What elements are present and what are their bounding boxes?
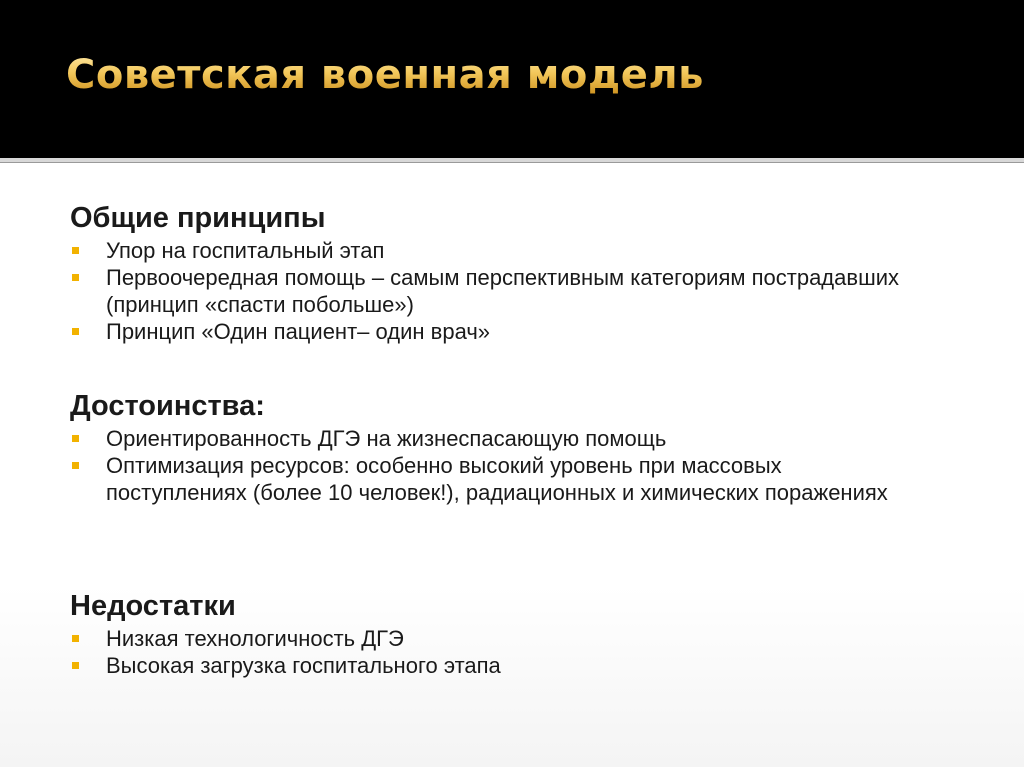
list-item — [70, 652, 926, 679]
section-general-principles — [70, 201, 970, 345]
square-bullet-icon — [72, 247, 79, 254]
list-item — [70, 452, 926, 506]
section-heading: Достоинства: — [70, 390, 265, 422]
section-heading: Недостатки — [70, 590, 236, 622]
square-bullet-icon — [72, 462, 79, 469]
square-bullet-icon — [72, 662, 79, 669]
slide-title: Советская военная модель — [66, 52, 704, 98]
bullet-list — [70, 237, 970, 345]
list-item-text: Принцип «Один пациент– один врач» — [106, 319, 491, 344]
list-item-text: Первоочередная помощь – самым перспективным категориям пострадавших (принцип «спасти побольше») — [106, 265, 900, 317]
section-heading: Общие принципы — [70, 202, 326, 234]
list-item — [70, 625, 926, 652]
square-bullet-icon — [72, 635, 79, 642]
list-item-text: Упор на госпитальный этап — [106, 238, 385, 263]
list-item — [70, 264, 926, 318]
list-item — [70, 318, 926, 345]
list-item-text: Низкая технологичность ДГЭ — [106, 626, 404, 651]
square-bullet-icon — [72, 274, 79, 281]
title-band — [0, 0, 1024, 158]
bullet-list — [70, 625, 970, 679]
list-item-text: Высокая загрузка госпитального этапа — [106, 653, 501, 678]
list-item-text: Оптимизация ресурсов: особенно высокий уровень при массовых поступлениях (более 10 человек!), радиационных и химических поражениях — [106, 453, 888, 505]
list-item — [70, 425, 926, 452]
slide-content — [0, 163, 1024, 767]
bullet-list — [70, 425, 970, 506]
section-advantages — [70, 389, 970, 506]
section-disadvantages — [70, 589, 970, 679]
square-bullet-icon — [72, 435, 79, 442]
list-item — [70, 237, 926, 264]
list-item-text: Ориентированность ДГЭ на жизнеспасающую помощь — [106, 426, 667, 451]
square-bullet-icon — [72, 328, 79, 335]
